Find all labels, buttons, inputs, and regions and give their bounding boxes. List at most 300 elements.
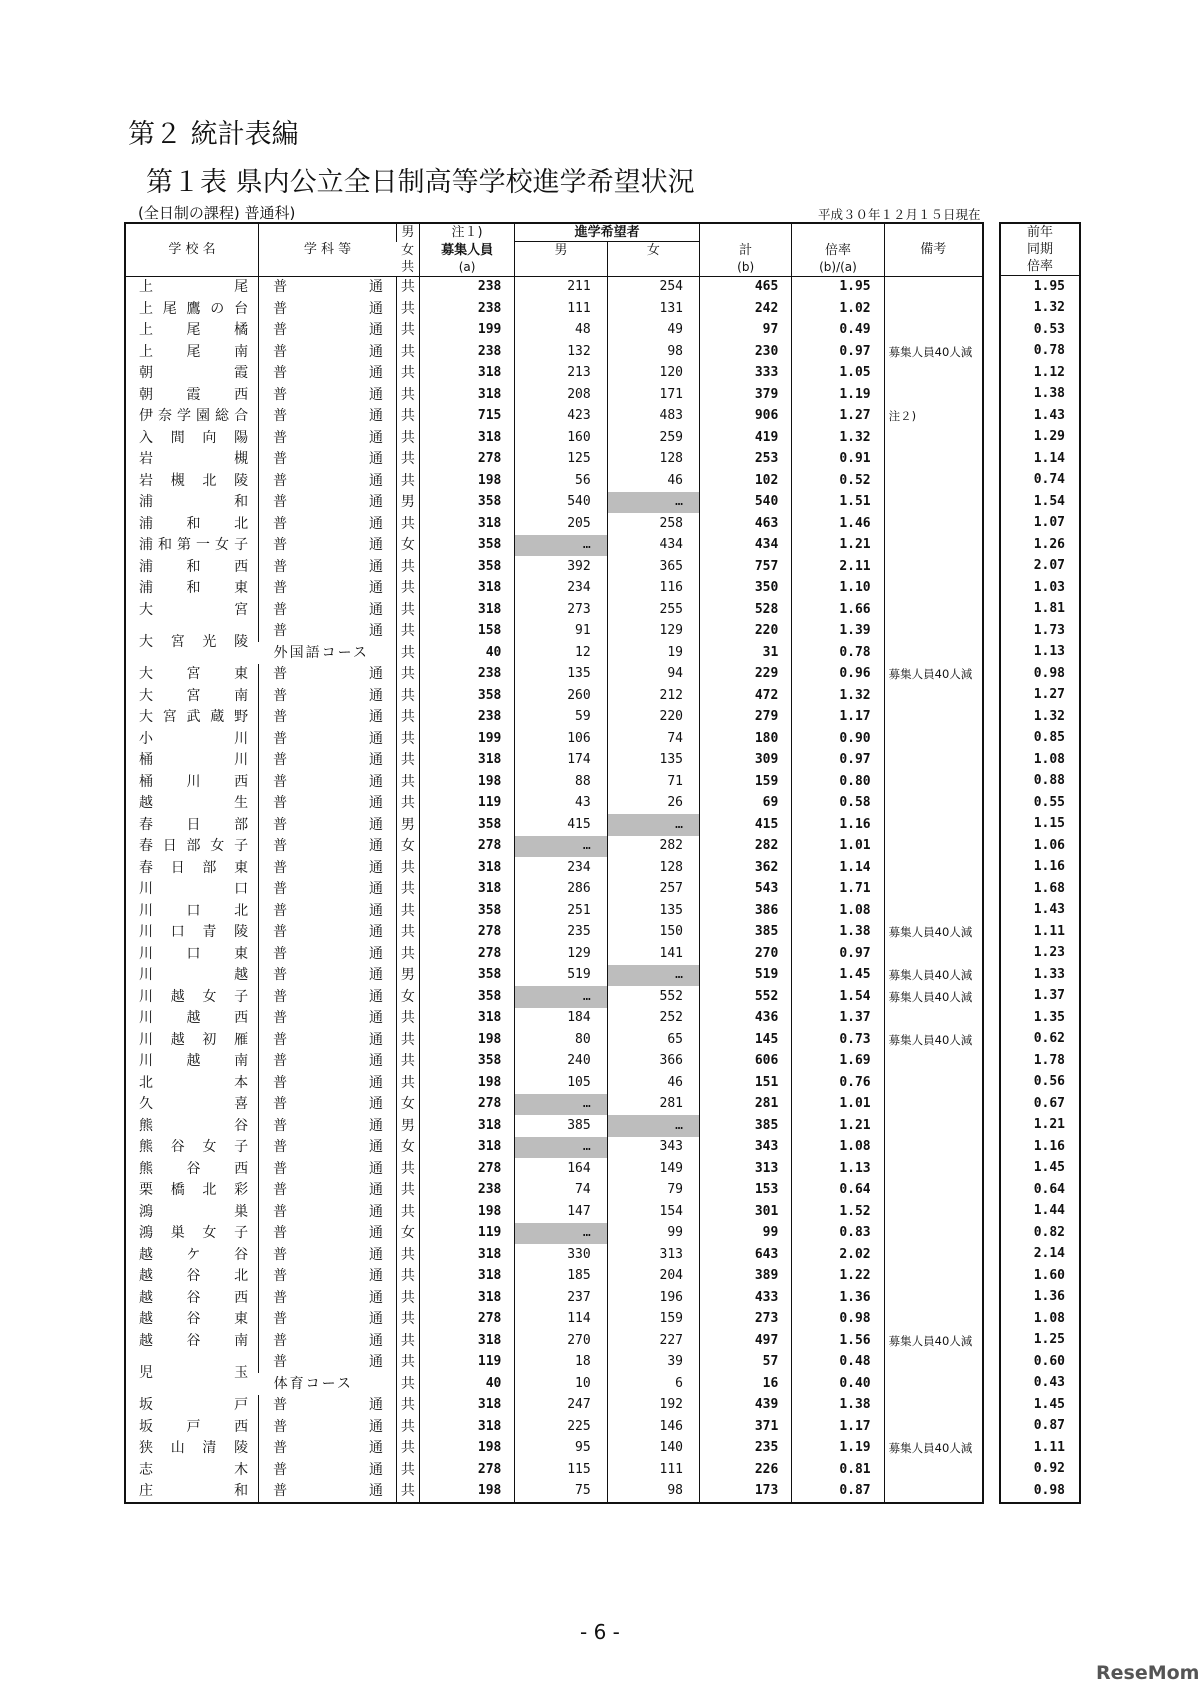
total-cell: 279 bbox=[700, 707, 792, 729]
ratio-cell: 1.36 bbox=[792, 1287, 884, 1309]
sex-cell: 共 bbox=[397, 1438, 420, 1460]
prev-row bbox=[1000, 1093, 1080, 1115]
ratio-cell: 1.21 bbox=[792, 535, 884, 557]
prev-ratio-cell: 1.95 bbox=[1033, 278, 1065, 294]
total-cell: 31 bbox=[700, 642, 792, 664]
ratio-cell: 1.66 bbox=[792, 599, 884, 621]
dept-cell: 普通 bbox=[259, 1051, 397, 1073]
quota-cell: 158 bbox=[419, 621, 515, 643]
remarks-cell bbox=[884, 599, 983, 621]
remarks-cell bbox=[884, 879, 983, 901]
prev-ratio-cell: 1.16 bbox=[1033, 1138, 1065, 1154]
quota-cell: 238 bbox=[419, 298, 515, 320]
ratio-cell: 1.17 bbox=[792, 707, 884, 729]
school-name-cell: 越谷東 bbox=[139, 1311, 249, 1328]
male-count-cell: 48 bbox=[515, 320, 607, 342]
prev-row bbox=[1000, 1050, 1080, 1072]
male-count-cell: 164 bbox=[515, 1158, 607, 1180]
ratio-cell: 1.69 bbox=[792, 1051, 884, 1073]
total-cell: 230 bbox=[700, 341, 792, 363]
male-count-cell: 251 bbox=[515, 900, 607, 922]
prev-row bbox=[1000, 1394, 1080, 1416]
remarks-cell: 募集人員40人減 bbox=[884, 1438, 983, 1460]
table-row bbox=[125, 449, 983, 471]
dept-cell: 普通 bbox=[259, 341, 397, 363]
school-name-cell: 入間向陽 bbox=[139, 429, 249, 446]
table-row bbox=[125, 1072, 983, 1094]
male-count-cell: 125 bbox=[515, 449, 607, 471]
school-name-cell: 鴻巣女子 bbox=[139, 1225, 249, 1242]
prev-ratio-cell: 1.78 bbox=[1033, 1052, 1065, 1068]
header-school: 学 校 名 bbox=[125, 223, 259, 276]
sex-cell: 共 bbox=[397, 1180, 420, 1202]
table-row bbox=[125, 1029, 983, 1051]
male-count-cell: … bbox=[515, 836, 607, 858]
school-name-cell: 庄和 bbox=[139, 1483, 249, 1500]
female-count-cell: 257 bbox=[607, 879, 699, 901]
total-cell: 543 bbox=[700, 879, 792, 901]
prev-row bbox=[1000, 599, 1080, 621]
table-row bbox=[125, 363, 983, 385]
sex-cell: 共 bbox=[397, 793, 420, 815]
prev-ratio-cell: 1.25 bbox=[1033, 1332, 1065, 1348]
prev-row bbox=[1000, 1158, 1080, 1180]
female-count-cell: 74 bbox=[607, 728, 699, 750]
prev-ratio-cell: 0.67 bbox=[1033, 1095, 1065, 1111]
prev-ratio-cell: 1.06 bbox=[1033, 837, 1065, 853]
total-cell: 273 bbox=[700, 1309, 792, 1331]
prev-row bbox=[1000, 921, 1080, 943]
ratio-cell: 1.19 bbox=[792, 1438, 884, 1460]
school-name-cell: 川越西 bbox=[139, 1010, 249, 1027]
prev-ratio-cell: 1.29 bbox=[1033, 429, 1065, 445]
table-row bbox=[125, 965, 983, 987]
dept-cell: 普通 bbox=[259, 1201, 397, 1223]
school-name-cell: 大宮武蔵野 bbox=[139, 709, 249, 726]
table-row bbox=[125, 384, 983, 406]
female-count-cell: 149 bbox=[607, 1158, 699, 1180]
school-name-cell: 北本 bbox=[139, 1074, 249, 1091]
sex-cell: 女 bbox=[397, 535, 420, 557]
school-name-cell: 志木 bbox=[139, 1461, 249, 1478]
male-count-cell: 114 bbox=[515, 1309, 607, 1331]
remarks-cell bbox=[884, 427, 983, 449]
female-count-cell: 154 bbox=[607, 1201, 699, 1223]
quota-cell: 318 bbox=[419, 1395, 515, 1417]
male-count-cell: 540 bbox=[515, 492, 607, 514]
school-name-cell: 小川 bbox=[139, 730, 249, 747]
prev-ratio-cell: 1.36 bbox=[1033, 1289, 1065, 1305]
table-row bbox=[125, 1158, 983, 1180]
quota-cell: 318 bbox=[419, 1008, 515, 1030]
table-row bbox=[125, 1438, 983, 1460]
header-total-letter: (b) bbox=[700, 259, 792, 277]
header-sex-1: 男 bbox=[397, 223, 420, 242]
total-cell: 386 bbox=[700, 900, 792, 922]
female-count-cell: 128 bbox=[607, 449, 699, 471]
header-sex-3: 共 bbox=[397, 259, 420, 277]
dept-cell: 普通 bbox=[259, 363, 397, 385]
table-row bbox=[125, 707, 983, 729]
prev-ratio-cell: 1.15 bbox=[1033, 816, 1065, 832]
dept-cell: 普通 bbox=[259, 449, 397, 471]
prev-ratio-cell: 1.21 bbox=[1033, 1117, 1065, 1133]
prev-row bbox=[1000, 986, 1080, 1008]
female-count-cell: 196 bbox=[607, 1287, 699, 1309]
school-name-cell: 春日部女子 bbox=[139, 838, 249, 855]
quota-cell: 278 bbox=[419, 1158, 515, 1180]
remarks-cell bbox=[884, 1158, 983, 1180]
school-name-cell: 上尾南 bbox=[139, 343, 249, 360]
female-count-cell: 79 bbox=[607, 1180, 699, 1202]
dept-cell: 外国語コース bbox=[273, 644, 369, 661]
quota-cell: 318 bbox=[419, 857, 515, 879]
female-count-cell: 204 bbox=[607, 1266, 699, 1288]
dept-cell: 普通 bbox=[259, 836, 397, 858]
prev-row bbox=[1000, 577, 1080, 599]
remarks-cell bbox=[884, 836, 983, 858]
school-name-cell: 熊谷西 bbox=[139, 1160, 249, 1177]
quota-cell: 278 bbox=[419, 449, 515, 471]
prev-ratio-cell: 1.45 bbox=[1033, 1396, 1065, 1412]
dept-cell: 普通 bbox=[259, 814, 397, 836]
male-count-cell: 91 bbox=[515, 621, 607, 643]
sex-cell: 共 bbox=[397, 578, 420, 600]
female-count-cell: 366 bbox=[607, 1051, 699, 1073]
prev-header bbox=[1000, 223, 1080, 276]
prev-row bbox=[1000, 857, 1080, 879]
header-hope: 進学希望者 bbox=[515, 223, 700, 242]
sex-cell: 共 bbox=[397, 556, 420, 578]
prev-row bbox=[1000, 298, 1080, 320]
total-cell: 235 bbox=[700, 1438, 792, 1460]
school-name-cell: 大宮東 bbox=[139, 666, 249, 683]
total-cell: 906 bbox=[700, 406, 792, 428]
sex-cell: 共 bbox=[397, 1481, 420, 1504]
prev-ratio-cell: 1.08 bbox=[1033, 1310, 1065, 1326]
dept-cell: 普通 bbox=[259, 578, 397, 600]
prev-row bbox=[1000, 792, 1080, 814]
remarks-cell: 注２) bbox=[884, 406, 983, 428]
prev-ratio-cell: 1.43 bbox=[1033, 407, 1065, 423]
prev-row bbox=[1000, 341, 1080, 363]
prev-ratio-cell: 1.35 bbox=[1033, 1009, 1065, 1025]
female-count-cell: 171 bbox=[607, 384, 699, 406]
ratio-cell: 1.19 bbox=[792, 384, 884, 406]
prev-ratio-cell: 1.14 bbox=[1033, 450, 1065, 466]
dept-cell: 普通 bbox=[259, 793, 397, 815]
remarks-cell bbox=[884, 707, 983, 729]
prev-row bbox=[1000, 534, 1080, 556]
remarks-cell bbox=[884, 535, 983, 557]
dept-cell: 普通 bbox=[259, 320, 397, 342]
sex-cell: 共 bbox=[397, 943, 420, 965]
school-name-cell: 川越初雁 bbox=[139, 1031, 249, 1048]
table-row bbox=[125, 1051, 983, 1073]
quota-cell: 199 bbox=[419, 320, 515, 342]
prev-ratio-cell: 1.43 bbox=[1033, 902, 1065, 918]
prev-ratio-cell: 2.14 bbox=[1033, 1246, 1065, 1262]
remarks-cell bbox=[884, 298, 983, 320]
school-name-cell: 坂戸西 bbox=[139, 1418, 249, 1435]
sex-cell: 共 bbox=[397, 900, 420, 922]
sex-cell: 共 bbox=[397, 707, 420, 729]
prev-row bbox=[1000, 706, 1080, 728]
female-count-cell: … bbox=[607, 492, 699, 514]
prev-ratio-cell: 1.27 bbox=[1033, 687, 1065, 703]
male-count-cell: 237 bbox=[515, 1287, 607, 1309]
remarks-cell bbox=[884, 1115, 983, 1137]
table-row bbox=[125, 556, 983, 578]
school-name-cell: 川口 bbox=[139, 881, 249, 898]
table-subtitle: (全日制の課程) 普通科) bbox=[138, 204, 296, 222]
remarks-cell bbox=[884, 793, 983, 815]
dept-cell: 普通 bbox=[259, 664, 397, 686]
prev-row bbox=[1000, 1287, 1080, 1309]
dept-cell: 普通 bbox=[259, 965, 397, 987]
male-count-cell: 234 bbox=[515, 857, 607, 879]
quota-cell: 278 bbox=[419, 1459, 515, 1481]
male-count-cell: 235 bbox=[515, 922, 607, 944]
ratio-cell: 1.22 bbox=[792, 1266, 884, 1288]
quota-cell: 358 bbox=[419, 535, 515, 557]
prev-ratio-cell: 1.33 bbox=[1033, 966, 1065, 982]
prev-row bbox=[1000, 1136, 1080, 1158]
quota-cell: 318 bbox=[419, 1137, 515, 1159]
sex-cell: 共 bbox=[397, 1051, 420, 1073]
school-name-cell: 栗橋北彩 bbox=[139, 1182, 249, 1199]
ratio-cell: 1.52 bbox=[792, 1201, 884, 1223]
ratio-cell: 0.78 bbox=[792, 642, 884, 664]
prev-row bbox=[1000, 771, 1080, 793]
female-count-cell: 343 bbox=[607, 1137, 699, 1159]
school-name-cell: 浦和北 bbox=[139, 515, 249, 532]
female-count-cell: 220 bbox=[607, 707, 699, 729]
female-count-cell: 19 bbox=[607, 642, 699, 664]
sex-cell: 男 bbox=[397, 965, 420, 987]
prev-ratio-cell: 0.74 bbox=[1033, 472, 1065, 488]
ratio-cell: 1.21 bbox=[792, 1115, 884, 1137]
prev-row bbox=[1000, 814, 1080, 836]
female-count-cell: 254 bbox=[607, 276, 699, 298]
prev-ratio-cell: 1.26 bbox=[1033, 536, 1065, 552]
total-cell: 309 bbox=[700, 750, 792, 772]
ratio-cell: 1.08 bbox=[792, 1137, 884, 1159]
total-cell: 102 bbox=[700, 470, 792, 492]
prev-ratio-cell: 1.32 bbox=[1033, 300, 1065, 316]
male-count-cell: … bbox=[515, 1223, 607, 1245]
sex-cell: 共 bbox=[397, 1373, 420, 1395]
ratio-cell: 1.71 bbox=[792, 879, 884, 901]
female-count-cell: … bbox=[607, 965, 699, 987]
ratio-cell: 2.02 bbox=[792, 1244, 884, 1266]
table-row bbox=[125, 1201, 983, 1223]
table-row bbox=[125, 1094, 983, 1116]
table-row bbox=[125, 728, 983, 750]
dept-cell: 普通 bbox=[259, 1158, 397, 1180]
ratio-cell: 0.96 bbox=[792, 664, 884, 686]
dept-cell: 普通 bbox=[259, 1287, 397, 1309]
total-cell: 497 bbox=[700, 1330, 792, 1352]
prev-ratio-cell: 0.85 bbox=[1033, 730, 1065, 746]
sex-cell: 共 bbox=[397, 1266, 420, 1288]
table-row bbox=[125, 750, 983, 772]
quota-cell: 358 bbox=[419, 900, 515, 922]
prev-row bbox=[1000, 362, 1080, 384]
table-row bbox=[125, 836, 983, 858]
male-count-cell: 213 bbox=[515, 363, 607, 385]
prev-row bbox=[1000, 749, 1080, 771]
quota-cell: 238 bbox=[419, 276, 515, 298]
prev-ratio-cell: 0.60 bbox=[1033, 1353, 1065, 1369]
dept-cell: 普通 bbox=[259, 879, 397, 901]
sex-cell: 共 bbox=[397, 1072, 420, 1094]
quota-cell: 715 bbox=[419, 406, 515, 428]
prev-ratio-cell: 1.03 bbox=[1033, 579, 1065, 595]
table-row bbox=[125, 492, 983, 514]
prev-row bbox=[1000, 900, 1080, 922]
school-name-cell: 伊奈学園総合 bbox=[139, 408, 249, 425]
remarks-cell: 募集人員40人減 bbox=[884, 922, 983, 944]
remarks-cell bbox=[884, 943, 983, 965]
male-count-cell: … bbox=[515, 986, 607, 1008]
quota-cell: 119 bbox=[419, 793, 515, 815]
remarks-cell: 募集人員40人減 bbox=[884, 1330, 983, 1352]
table-row bbox=[125, 1287, 983, 1309]
quota-cell: 119 bbox=[419, 1352, 515, 1374]
prev-row bbox=[1000, 620, 1080, 642]
sex-cell: 共 bbox=[397, 363, 420, 385]
total-cell: 69 bbox=[700, 793, 792, 815]
female-count-cell: 313 bbox=[607, 1244, 699, 1266]
remarks-cell bbox=[884, 492, 983, 514]
male-count-cell: 105 bbox=[515, 1072, 607, 1094]
table-row bbox=[125, 427, 983, 449]
male-count-cell: 270 bbox=[515, 1330, 607, 1352]
prev-ratio-cell: 1.23 bbox=[1033, 945, 1065, 961]
ratio-cell: 0.87 bbox=[792, 1481, 884, 1504]
prev-ratio-cell: 1.54 bbox=[1033, 493, 1065, 509]
total-cell: 433 bbox=[700, 1287, 792, 1309]
remarks-cell bbox=[884, 1201, 983, 1223]
ratio-cell: 0.97 bbox=[792, 750, 884, 772]
school-name-cell: 鴻巣 bbox=[139, 1203, 249, 1220]
sex-cell: 共 bbox=[397, 1008, 420, 1030]
statistics-table bbox=[124, 222, 984, 1504]
remarks-cell bbox=[884, 363, 983, 385]
table-row bbox=[125, 986, 983, 1008]
remarks-cell: 募集人員40人減 bbox=[884, 965, 983, 987]
ratio-cell: 1.38 bbox=[792, 1395, 884, 1417]
male-count-cell: 273 bbox=[515, 599, 607, 621]
remarks-cell bbox=[884, 384, 983, 406]
ratio-cell: 0.52 bbox=[792, 470, 884, 492]
sex-cell: 共 bbox=[397, 664, 420, 686]
female-count-cell: 258 bbox=[607, 513, 699, 535]
female-count-cell: 255 bbox=[607, 599, 699, 621]
table-row bbox=[125, 1309, 983, 1331]
table-row bbox=[125, 685, 983, 707]
dept-cell: 普通 bbox=[259, 900, 397, 922]
ratio-cell: 1.02 bbox=[792, 298, 884, 320]
school-name-cell: 川口北 bbox=[139, 902, 249, 919]
dept-cell: 普通 bbox=[259, 492, 397, 514]
remarks-cell bbox=[884, 1223, 983, 1245]
previous-year-table bbox=[999, 222, 1081, 1504]
total-cell: 159 bbox=[700, 771, 792, 793]
total-cell: 519 bbox=[700, 965, 792, 987]
ratio-cell: 1.95 bbox=[792, 276, 884, 298]
ratio-cell: 0.73 bbox=[792, 1029, 884, 1051]
header-sex-2: 女 bbox=[401, 242, 415, 258]
ratio-cell: 1.56 bbox=[792, 1330, 884, 1352]
header-total: 計 bbox=[700, 242, 792, 259]
header-female: 女 bbox=[607, 242, 699, 277]
dept-cell: 普通 bbox=[259, 513, 397, 535]
ratio-cell: 1.38 bbox=[792, 922, 884, 944]
total-cell: 379 bbox=[700, 384, 792, 406]
male-count-cell: 56 bbox=[515, 470, 607, 492]
female-count-cell: 552 bbox=[607, 986, 699, 1008]
remarks-cell bbox=[884, 771, 983, 793]
remarks-cell bbox=[884, 1373, 983, 1395]
table-row bbox=[125, 621, 983, 643]
table-row bbox=[125, 298, 983, 320]
total-cell: 180 bbox=[700, 728, 792, 750]
prev-row bbox=[1000, 448, 1080, 470]
total-cell: 389 bbox=[700, 1266, 792, 1288]
quota-cell: 198 bbox=[419, 1072, 515, 1094]
quota-cell: 318 bbox=[419, 384, 515, 406]
school-name-cell: 大宮南 bbox=[139, 687, 249, 704]
remarks-cell bbox=[884, 1137, 983, 1159]
female-count-cell: 140 bbox=[607, 1438, 699, 1460]
remarks-cell bbox=[884, 1051, 983, 1073]
remarks-cell bbox=[884, 814, 983, 836]
school-name-cell: 川越女子 bbox=[139, 988, 249, 1005]
female-count-cell: 150 bbox=[607, 922, 699, 944]
dept-cell: 普通 bbox=[259, 1223, 397, 1245]
remarks-cell bbox=[884, 1072, 983, 1094]
table-row bbox=[125, 406, 983, 428]
dept-cell: 普通 bbox=[259, 384, 397, 406]
remarks-cell bbox=[884, 857, 983, 879]
sex-cell: 共 bbox=[397, 1158, 420, 1180]
sex-cell: 共 bbox=[397, 427, 420, 449]
female-count-cell: 98 bbox=[607, 341, 699, 363]
school-name-cell: 岩槻北陵 bbox=[139, 472, 249, 489]
male-count-cell: 80 bbox=[515, 1029, 607, 1051]
prev-ratio-cell: 1.32 bbox=[1033, 708, 1065, 724]
dept-cell: 普通 bbox=[259, 1330, 397, 1352]
male-count-cell: 12 bbox=[515, 642, 607, 664]
school-name-cell: 越生 bbox=[139, 795, 249, 812]
female-count-cell: 131 bbox=[607, 298, 699, 320]
school-name-cell: 川越南 bbox=[139, 1053, 249, 1070]
prev-header-1: 前年 bbox=[1026, 225, 1053, 240]
prev-row bbox=[1000, 1351, 1080, 1373]
remarks-cell bbox=[884, 621, 983, 643]
prev-ratio-cell: 0.87 bbox=[1033, 1418, 1065, 1434]
dept-cell: 普通 bbox=[259, 728, 397, 750]
sex-cell: 共 bbox=[397, 1244, 420, 1266]
ratio-cell: 1.01 bbox=[792, 836, 884, 858]
female-count-cell: 483 bbox=[607, 406, 699, 428]
total-cell: 343 bbox=[700, 1137, 792, 1159]
school-name-cell: 春日部東 bbox=[139, 859, 249, 876]
dept-cell: 普通 bbox=[259, 1352, 397, 1374]
dept-cell: 普通 bbox=[259, 1309, 397, 1331]
